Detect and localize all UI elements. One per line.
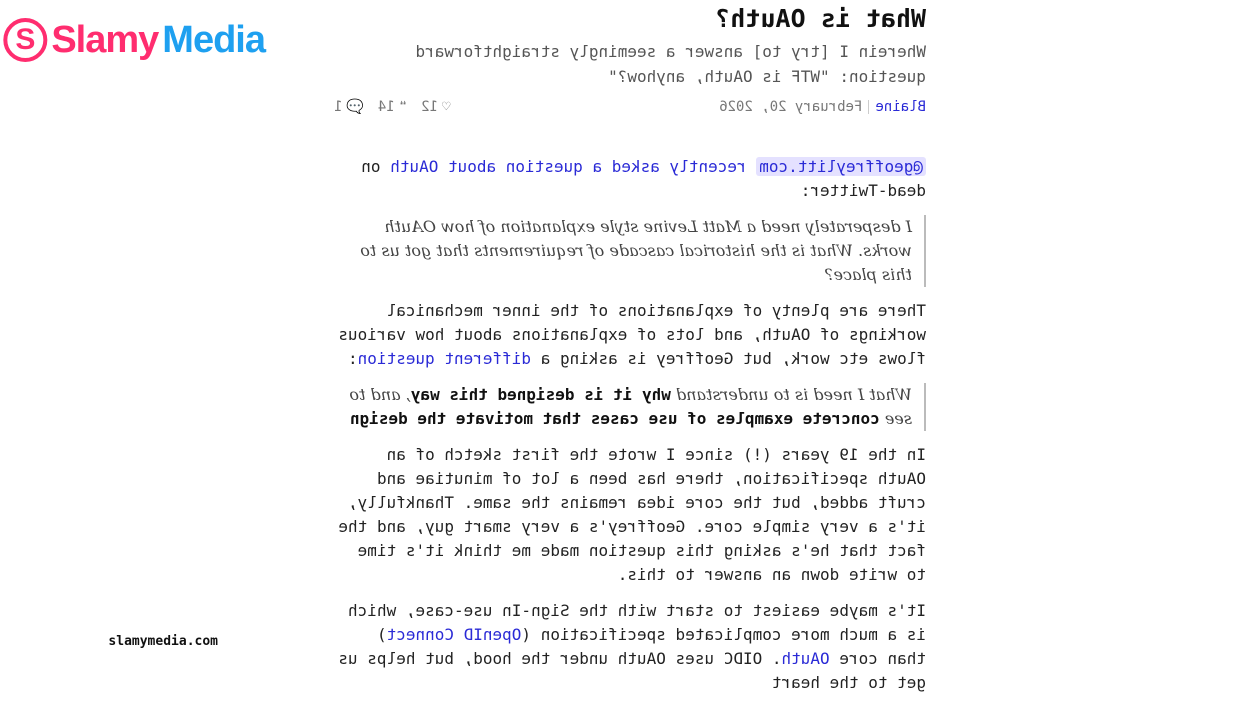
paragraph-text: It's maybe easiest to start with the Sign-In use-case, which is a much more complicated specification (	[348, 601, 926, 644]
quote-text: , and to see	[349, 385, 912, 428]
mention-link[interactable]: @geoffreylitt.com	[756, 157, 926, 176]
paragraph	[334, 155, 926, 203]
logo-text-secondary: Media	[162, 18, 265, 61]
paragraph-text: :	[348, 349, 358, 368]
blockquote	[334, 383, 926, 431]
engagement-stats	[334, 99, 450, 115]
article-subtitle: Wherein I [try to] answer a seemingly straightforward question: "WTF is OAuth, anyhow?"	[415, 42, 926, 86]
author-link[interactable]: Blaine	[875, 99, 926, 115]
comment-button[interactable]	[334, 99, 364, 115]
question-link[interactable]: recently asked a question about OAuth	[390, 157, 747, 176]
article-meta	[334, 99, 926, 115]
like-button[interactable]	[421, 99, 450, 115]
paragraph: In the 19 years (!) since I wrote the first sketch of an OAuth specification, there has been a lot of minutiae and cruft added, but the core idea remains the same. Thankfully, it's a very simple core. Geoffrey's a very smart guy, and the fact that he's asking this question made me think it's time to write down an answer to this.	[338, 445, 926, 584]
article-body	[334, 155, 926, 695]
article-title: What is OAuth?	[715, 4, 926, 33]
logo-mark-icon: S	[3, 18, 47, 62]
oauth-link[interactable]: OAuth	[781, 649, 830, 668]
comment-icon: 💬	[346, 99, 364, 115]
paragraph-text: on dead-Twitter:	[361, 157, 926, 200]
openid-connect-link[interactable]: OpenID Connect	[386, 625, 522, 644]
watermark: slamymedia.com	[108, 634, 218, 649]
quote-emphasis: why it is designed this way	[410, 385, 671, 404]
post-date: February 20, 2026	[719, 99, 863, 115]
paragraph	[334, 299, 926, 371]
restack-button[interactable]	[378, 99, 407, 115]
article	[334, 0, 926, 707]
byline	[719, 99, 926, 115]
heart-icon: ♡	[442, 99, 451, 115]
like-count: 12	[421, 99, 439, 115]
site-logo[interactable]	[3, 18, 265, 62]
quote-emphasis: concrete examples of use cases that motivate the design	[349, 409, 880, 428]
quote-text: What I need is to understand	[670, 385, 912, 404]
paragraph-text: ) than core	[376, 625, 926, 668]
blockquote: I desperately need a Matt Levine style explanation of how OAuth works. What is the historical cascade of requirements that got us to this place?	[334, 215, 926, 287]
logo-text-primary: Slamy	[51, 18, 159, 61]
paragraph-text: There are plenty of explanations of the inner mechanical workings of OAuth, and lots of explanations about how various flows etc work, but Geoffrey is asking a	[338, 301, 926, 368]
comment-count: 1	[334, 99, 343, 115]
different-question-link[interactable]: different question	[357, 349, 532, 368]
paragraph-text: . OIDC uses OAuth under the hood, but helps us get to the heart	[338, 649, 926, 692]
restack-count: 14	[377, 99, 395, 115]
quote-icon: ❝	[398, 99, 408, 115]
paragraph	[334, 599, 926, 695]
